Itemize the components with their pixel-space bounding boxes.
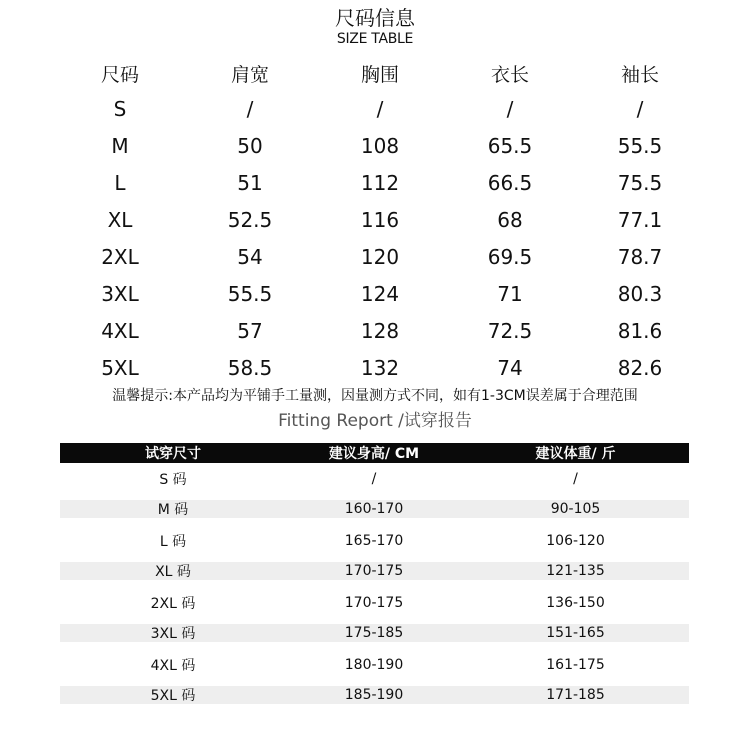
page-subtitle: SIZE TABLE bbox=[336, 31, 414, 47]
try-size-cell: XL 码 bbox=[155, 564, 191, 580]
table-row bbox=[60, 649, 689, 680]
table-row bbox=[60, 562, 689, 580]
weight-cell: 106-120 bbox=[546, 532, 605, 549]
shoulder-cell: 50 bbox=[237, 133, 263, 158]
size-cell: XL bbox=[107, 207, 133, 232]
chest-cell: / bbox=[376, 96, 384, 121]
chest-cell: 132 bbox=[360, 355, 400, 380]
weight-cell: 171-185 bbox=[546, 687, 605, 703]
try-size-cell: M 码 bbox=[157, 502, 189, 518]
measurement-note: 温馨提示:本产品均为平铺手工量测，因量测方式不同，如有1-3CM误差属于合理范围 bbox=[112, 388, 638, 404]
shoulder-cell: 52.5 bbox=[227, 207, 273, 232]
size-cell: 4XL bbox=[101, 318, 139, 343]
table-row bbox=[60, 587, 689, 618]
length-cell: / bbox=[506, 96, 514, 121]
size-cell: 3XL bbox=[101, 281, 139, 306]
weight-cell: 136-150 bbox=[546, 594, 605, 611]
sleeve-cell: 77.1 bbox=[617, 207, 663, 232]
shoulder-cell: 51 bbox=[237, 170, 263, 195]
length-cell: 72.5 bbox=[487, 318, 533, 343]
height-cell: 175-185 bbox=[344, 625, 404, 641]
fitting-table bbox=[60, 443, 689, 711]
table-row bbox=[60, 500, 689, 518]
sleeve-cell: 55.5 bbox=[617, 133, 663, 158]
table-row bbox=[60, 686, 689, 704]
shoulder-cell: / bbox=[246, 96, 254, 121]
weight-cell: 90-105 bbox=[550, 501, 601, 517]
header-height: 建议身高/ CM bbox=[328, 446, 420, 462]
size-table-header bbox=[55, 57, 705, 90]
chest-cell: 108 bbox=[360, 133, 400, 158]
shoulder-cell: 57 bbox=[237, 318, 263, 343]
shoulder-cell: 58.5 bbox=[227, 355, 273, 380]
table-row bbox=[55, 201, 705, 238]
table-row bbox=[60, 463, 689, 494]
chest-cell: 116 bbox=[360, 207, 400, 232]
table-row bbox=[60, 525, 689, 556]
table-row bbox=[55, 164, 705, 201]
fitting-table-header bbox=[60, 443, 689, 463]
length-cell: 69.5 bbox=[487, 244, 533, 269]
size-cell: L bbox=[114, 170, 126, 195]
height-cell: 185-190 bbox=[344, 687, 404, 703]
table-row bbox=[55, 349, 705, 386]
size-cell: S bbox=[113, 96, 127, 121]
header-shoulder: 肩宽 bbox=[230, 64, 269, 86]
sleeve-cell: 82.6 bbox=[617, 355, 663, 380]
header-chest: 胸围 bbox=[360, 64, 399, 86]
table-row bbox=[60, 624, 689, 642]
header-weight: 建议体重/ 斤 bbox=[535, 446, 616, 462]
size-table bbox=[55, 57, 705, 386]
table-row bbox=[55, 275, 705, 312]
try-size-cell: 3XL 码 bbox=[150, 626, 196, 642]
sleeve-cell: 80.3 bbox=[617, 281, 663, 306]
table-row bbox=[55, 312, 705, 349]
header-length: 衣长 bbox=[490, 64, 529, 86]
sleeve-cell: 81.6 bbox=[617, 318, 663, 343]
try-size-cell: L 码 bbox=[159, 533, 187, 550]
sleeve-cell: 78.7 bbox=[617, 244, 663, 269]
length-cell: 71 bbox=[497, 281, 523, 306]
length-cell: 74 bbox=[497, 355, 523, 380]
size-cell: 2XL bbox=[101, 244, 139, 269]
length-cell: 68 bbox=[497, 207, 523, 232]
shoulder-cell: 54 bbox=[237, 244, 263, 269]
try-size-cell: 2XL 码 bbox=[150, 595, 196, 612]
height-cell: / bbox=[371, 470, 377, 487]
header-size: 尺码 bbox=[100, 64, 139, 86]
sleeve-cell: 75.5 bbox=[617, 170, 663, 195]
table-row bbox=[55, 90, 705, 127]
weight-cell: 121-135 bbox=[546, 563, 605, 579]
page-title: 尺码信息 bbox=[335, 6, 415, 30]
table-row bbox=[55, 238, 705, 275]
shoulder-cell: 55.5 bbox=[227, 281, 273, 306]
chest-cell: 124 bbox=[360, 281, 400, 306]
height-cell: 180-190 bbox=[344, 656, 404, 673]
header-sleeve: 袖长 bbox=[620, 64, 659, 86]
try-size-cell: 4XL 码 bbox=[150, 657, 196, 674]
chest-cell: 120 bbox=[360, 244, 400, 269]
length-cell: 65.5 bbox=[487, 133, 533, 158]
table-row bbox=[55, 127, 705, 164]
weight-cell: 151-165 bbox=[546, 625, 605, 641]
weight-cell: 161-175 bbox=[546, 656, 605, 673]
chest-cell: 128 bbox=[360, 318, 400, 343]
height-cell: 160-170 bbox=[344, 501, 404, 517]
header-try-size: 试穿尺寸 bbox=[145, 446, 201, 462]
length-cell: 66.5 bbox=[487, 170, 533, 195]
weight-cell: / bbox=[573, 470, 578, 487]
size-cell: 5XL bbox=[101, 355, 139, 380]
chest-cell: 112 bbox=[360, 170, 400, 195]
try-size-cell: 5XL 码 bbox=[150, 688, 196, 704]
height-cell: 170-175 bbox=[344, 594, 404, 611]
height-cell: 170-175 bbox=[344, 563, 404, 579]
height-cell: 165-170 bbox=[344, 532, 404, 549]
sleeve-cell: / bbox=[636, 96, 644, 121]
try-size-cell: S 码 bbox=[159, 471, 187, 488]
size-cell: M bbox=[111, 133, 129, 158]
fitting-report-title: Fitting Report /试穿报告 bbox=[278, 411, 472, 431]
